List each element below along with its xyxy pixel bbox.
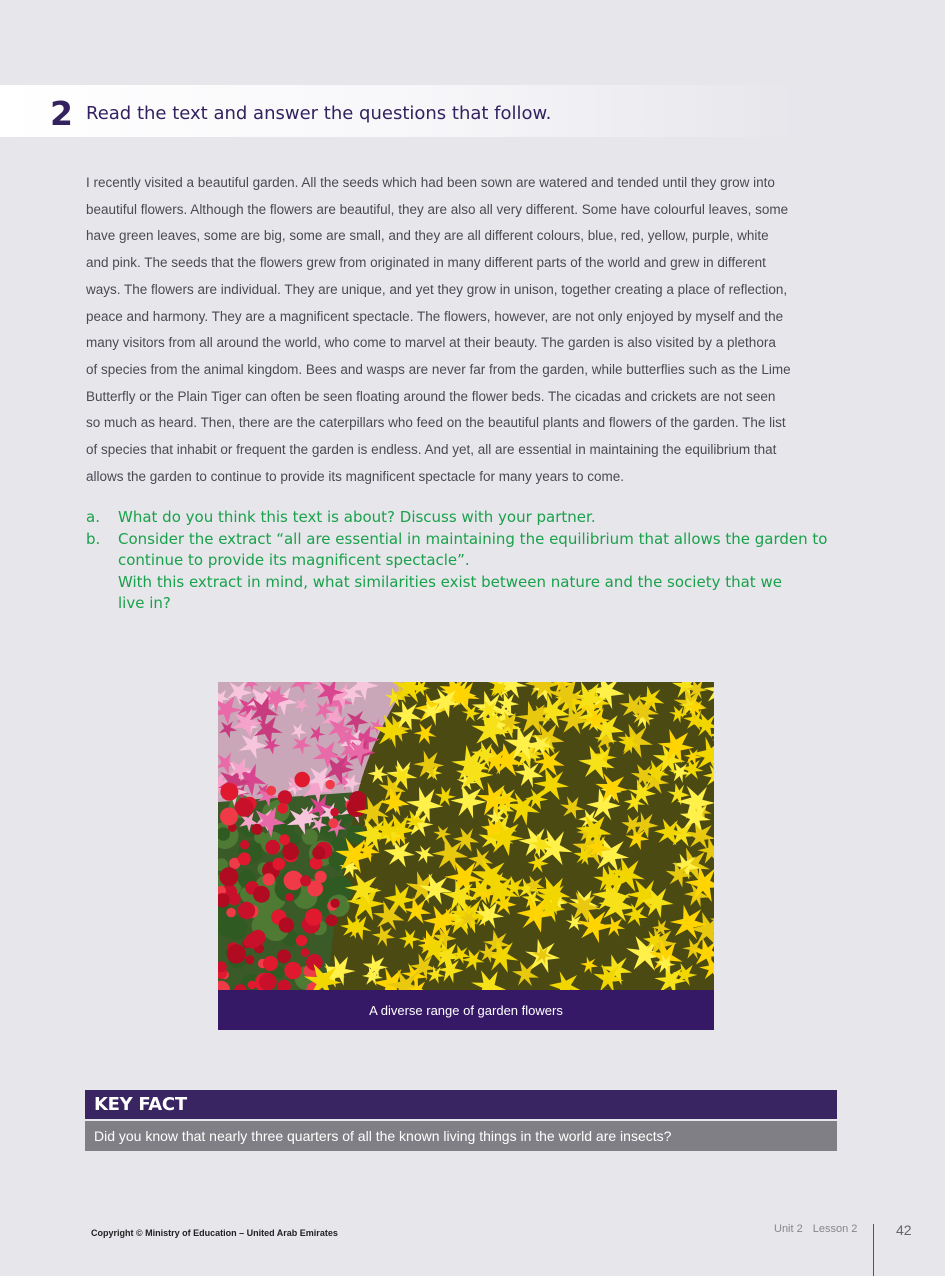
- photo-caption: A diverse range of garden flowers: [218, 990, 714, 1030]
- passage-line: Butterfly or the Plain Tiger can often be seen floating around the flower beds. The cicadas and crickets are not seen: [86, 388, 776, 404]
- question-text: continue to provide its magnificent spectacle”.: [118, 551, 470, 569]
- passage-line: ways. The flowers are individual. They are unique, and yet they grow in unison, together creating a place of reflection,: [86, 281, 788, 297]
- question-marker: a.: [86, 508, 100, 526]
- exercise-title: Read the text and answer the questions that follow.: [86, 103, 552, 124]
- key-fact-heading: KEY FACT: [85, 1090, 837, 1119]
- lesson-label: Lesson 2: [812, 1223, 858, 1235]
- passage-line: of species that inhabit or frequent the garden is endless. And yet, all are essential in maintaining the equilibrium that: [86, 442, 777, 458]
- question-text: What do you think this text is about? Discuss with your partner.: [118, 508, 596, 526]
- passage-line: peace and harmony. They are a magnificent spectacle. The flowers, however, are not only enjoyed by myself and the: [86, 308, 784, 324]
- unit-lesson-label: [774, 1223, 857, 1235]
- exercise-number: 2: [50, 94, 73, 133]
- passage-line: many visitors from all around the world, who come to marvel at their beauty. The garden is also visited by a plethora: [86, 335, 776, 351]
- unit-label: Unit 2: [774, 1223, 803, 1235]
- passage-line: beautiful flowers. Although the flowers are beautiful, they are also all very different. Some have colourful leaves, some: [86, 201, 789, 217]
- question-text: live in?: [118, 594, 171, 612]
- question-text: Consider the extract “all are essential in maintaining the equilibrium that allows the garden to: [118, 529, 828, 548]
- passage-line: have green leaves, some are big, some are small, and they are all different colours, blue, red, yellow, purple, white: [86, 228, 769, 244]
- reading-passage: [86, 170, 858, 490]
- key-fact-text: Did you know that nearly three quarters of all the known living things in the world are insects?: [85, 1121, 837, 1151]
- passage-line: so much as heard. Then, there are the caterpillars who feed on the beautiful plants and flowers of the garden. The list: [86, 415, 786, 431]
- passage-line: of species from the animal kingdom. Bees and wasps are never far from the garden, while butterflies such as the Lime: [86, 361, 791, 377]
- passage-line: allows the garden to continue to provide its magnificent spectacle for many years to come.: [86, 468, 625, 484]
- question-text: With this extract in mind, what similarities exist between nature and the society that we: [118, 572, 782, 591]
- question-b: [86, 529, 846, 615]
- page-number: 42: [896, 1222, 912, 1238]
- copyright-notice: Copyright © Ministry of Education – United Arab Emirates: [91, 1228, 338, 1238]
- question-list: [86, 507, 846, 615]
- garden-flowers-photo: [218, 682, 714, 991]
- flower-bed-illustration: [218, 682, 714, 991]
- footer-divider: [873, 1224, 874, 1276]
- question-a: [86, 507, 846, 529]
- passage-line: and pink. The seeds that the flowers grew from originated in many different parts of the world and grew in different: [86, 255, 766, 271]
- passage-line: I recently visited a beautiful garden. All the seeds which had been sown are watered and tended until they grow into: [86, 175, 775, 190]
- question-marker: b.: [86, 529, 101, 548]
